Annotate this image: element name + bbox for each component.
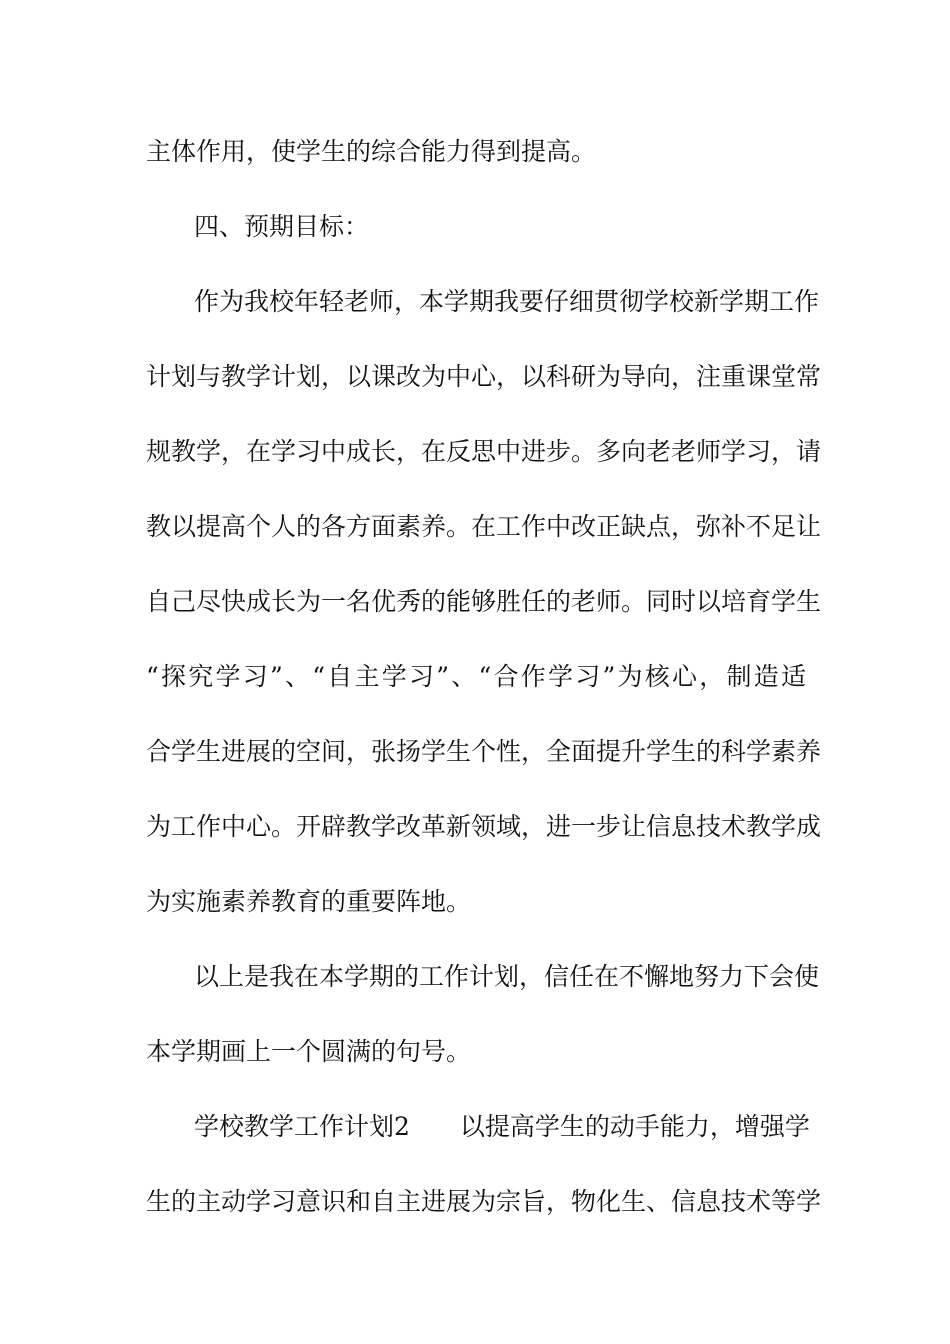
paragraph-line: 本学期画上一个圆满的句号。	[146, 1037, 472, 1066]
paragraph-line: 以上是我在本学期的工作计划，信任在不懈地努力下会使	[194, 962, 820, 991]
paragraph-line: 合学生进展的空间，张扬学生个性，全面提升学生的科学素养	[146, 737, 822, 766]
paragraph-line: 主体作用，使学生的综合能力得到提高。	[146, 137, 597, 166]
paragraph-line: 为工作中心。开辟教学改革新领域，进一步让信息技术教学成	[146, 812, 822, 841]
paragraph-line: 计划与教学计划，以课改为中心，以科研为导向，注重课堂常	[146, 362, 822, 391]
paragraph-line: 作为我校年轻老师，本学期我要仔细贯彻学校新学期工作	[194, 287, 820, 316]
paragraph-line: 规教学，在学习中成长，在反思中进步。多向老老师学习，请	[146, 437, 822, 466]
paragraph-line: 自己尽快成长为一名优秀的能够胜任的老师。同时以培育学生	[146, 587, 822, 616]
section-text: 以提高学生的动手能力，增强学	[459, 1112, 810, 1141]
section-heading: 四、预期目标：	[194, 212, 370, 241]
section-title: 学校教学工作计划2	[194, 1112, 410, 1141]
paragraph-line: 生的主动学习意识和自主进展为宗旨，物化生、信息技术等学	[146, 1187, 822, 1216]
paragraph-line: 教以提高个人的各方面素养。在工作中改正缺点，弥补不足让	[146, 512, 822, 541]
section-line	[194, 1112, 810, 1142]
paragraph-line: “探究学习”、“自主学习”、“合作学习”为核心，制造适	[146, 662, 806, 691]
paragraph-line: 为实施素养教育的重要阵地。	[146, 887, 472, 916]
